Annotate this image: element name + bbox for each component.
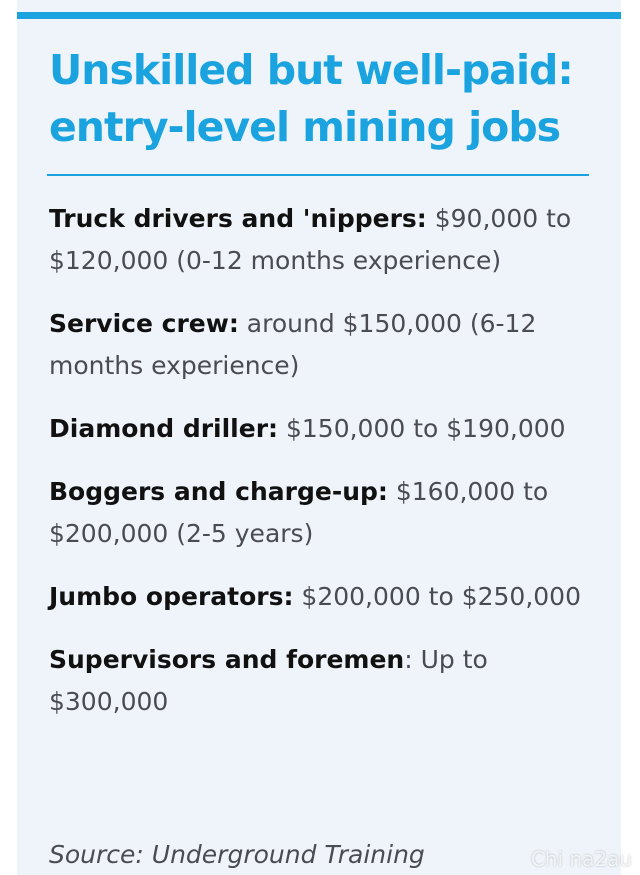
- job-item: [49, 576, 614, 618]
- job-item: [49, 639, 614, 723]
- job-item: [49, 471, 614, 555]
- job-title: Jumbo operators:: [49, 582, 294, 611]
- job-salary: : Up to $300,000: [49, 645, 488, 716]
- job-salary: around $150,000 (6-12 months experience): [49, 309, 537, 380]
- job-title: Truck drivers and 'nippers:: [49, 204, 427, 233]
- job-salary: $150,000 to $190,000: [278, 414, 566, 443]
- job-title: Boggers and charge-up:: [49, 477, 388, 506]
- job-item: [49, 198, 614, 282]
- job-title: Service crew:: [49, 309, 239, 338]
- job-salary: $160,000 to $200,000 (2-5 years): [49, 477, 549, 548]
- job-item: [49, 408, 614, 450]
- job-item: [49, 303, 614, 387]
- title-divider: [47, 174, 589, 176]
- job-salary: $200,000 to $250,000: [293, 582, 581, 611]
- job-salary: $90,000 to $120,000 (0-12 months experience): [49, 204, 572, 275]
- top-accent-rule: [17, 12, 621, 19]
- infographic-panel: [17, 0, 621, 875]
- job-salary-list: [49, 198, 614, 744]
- watermark: Chi na2au: [530, 847, 632, 871]
- job-title: Diamond driller:: [49, 414, 279, 443]
- source-credit: Source: Underground Training: [49, 840, 425, 869]
- job-title: Supervisors and foremen: [49, 645, 405, 674]
- infographic-title: Unskilled but well-paid: entry-level mining jobs: [49, 46, 573, 151]
